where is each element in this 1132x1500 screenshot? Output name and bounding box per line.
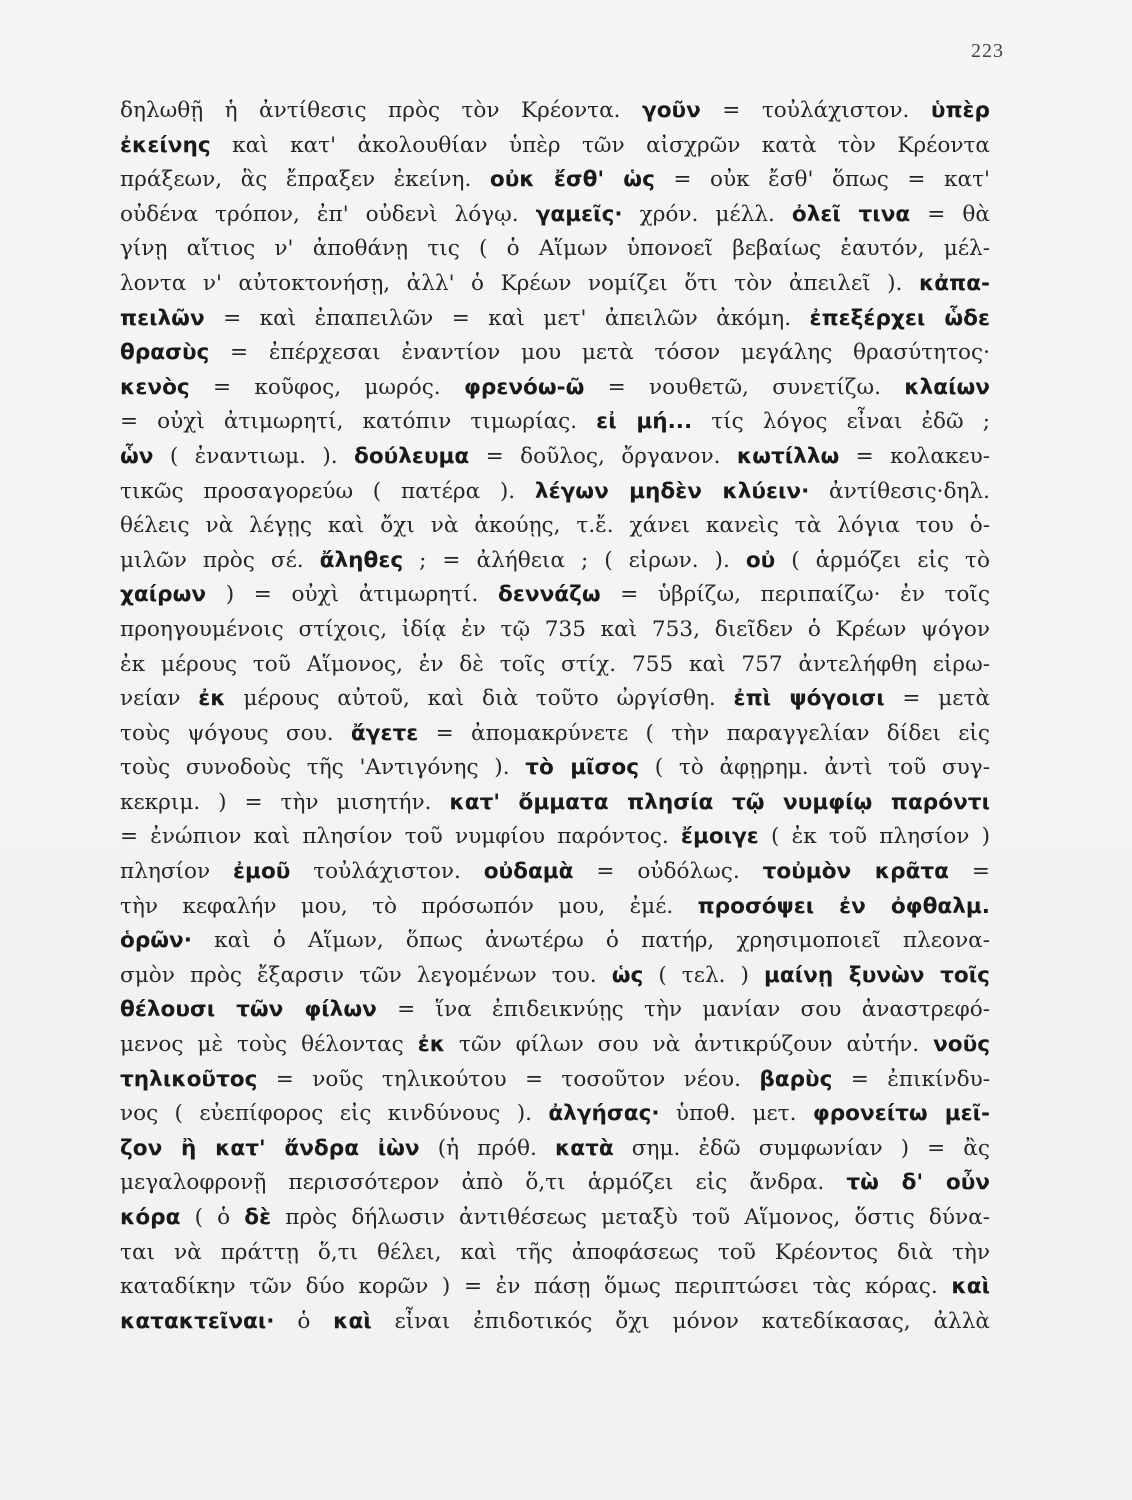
text-line bbox=[120, 855, 990, 890]
line-segment: = οὐχὶ ἀτιμωρητί, κατόπιν τιμωρίας. bbox=[120, 409, 597, 435]
lemma-bold: οὐ bbox=[745, 547, 776, 573]
text-line bbox=[120, 302, 990, 337]
lemma-bold: κατακτεῖναι· bbox=[120, 1308, 275, 1334]
line-segment: τῶν φίλων σου νὰ ἀντικρύζουν αὐτήν. bbox=[445, 1032, 934, 1058]
text-line bbox=[120, 820, 990, 855]
lemma-bold: δούλευμα bbox=[354, 443, 470, 469]
text-line bbox=[120, 129, 990, 164]
lemma-bold: ἐπεξέρχει ὧδε bbox=[809, 305, 990, 331]
lemma-bold: κόρα bbox=[120, 1205, 181, 1230]
text-line bbox=[120, 1132, 990, 1167]
line-segment: = νουθετῶ, συνετίζω. bbox=[584, 374, 905, 400]
line-segment: = δοῦλος, ὄργανον. bbox=[469, 443, 737, 469]
line-segment: ( ὁ bbox=[180, 1205, 245, 1230]
line-segment: = μετὰ bbox=[884, 686, 990, 712]
line-segment: εἶναι ἐπιδοτικός ὄχι μόνον κατεδίκασας, ἀλλὰ bbox=[371, 1308, 990, 1334]
text-line bbox=[120, 682, 990, 717]
lemma-bold: κωτίλλω bbox=[736, 443, 840, 469]
lemma-bold: ἄγετε bbox=[350, 720, 419, 746]
line-segment: ται νὰ πράττῃ ὅ,τι θέλει, καὶ τῆς ἀποφάσεως τοῦ Κρέοντος διὰ τὴν bbox=[120, 1239, 990, 1265]
line-segment: ὑποθ. μετ. bbox=[659, 1101, 813, 1127]
line-segment: = ἀπομακρύνετε ( τὴν παραγγελίαν δίδει εἰς bbox=[418, 720, 990, 746]
line-segment: ) = οὐχὶ ἀτιμωρητί. bbox=[206, 582, 498, 608]
line-segment: μεγαλοφρονῇ περισσότερον ἀπὸ ὅ,τι ἁρμόζει εἰς ἄνδρα. bbox=[120, 1170, 847, 1196]
line-segment: ( ἐκ τοῦ πλησίον ) bbox=[758, 824, 990, 850]
line-segment: (ἡ πρόθ. bbox=[419, 1135, 555, 1161]
text-line bbox=[120, 924, 990, 959]
line-segment: κεκριμ. ) = τὴν μισητήν. bbox=[120, 789, 450, 815]
lemma-bold: λέγων μηδὲν κλύειν· bbox=[534, 478, 810, 504]
text-line bbox=[120, 1236, 990, 1271]
line-segment: σημ. ἐδῶ συμφωνίαν ) = ἂς bbox=[613, 1135, 990, 1161]
lemma-bold: ἄληθες bbox=[319, 547, 404, 573]
text-line bbox=[120, 163, 990, 198]
text-line bbox=[120, 1201, 990, 1236]
line-segment: τὴν κεφαλήν μου, τὸ πρόσωπόν μου, ἐμέ. bbox=[120, 893, 698, 919]
lemma-bold: κλαίων bbox=[904, 374, 990, 400]
line-segment: τοὺς συνοδοὺς τῆς 'Αντιγόνης ). bbox=[120, 755, 526, 781]
lemma-bold: τηλικοῦτος bbox=[120, 1066, 258, 1092]
text-line bbox=[120, 959, 990, 994]
lemma-bold: δὲ bbox=[244, 1205, 272, 1230]
text-line bbox=[120, 613, 990, 648]
lemma-bold: φρονείτω μεῖ- bbox=[812, 1101, 990, 1127]
line-segment: = καὶ ἐπαπειλῶν = καὶ μετ' ἀπειλῶν ἀκόμη. bbox=[204, 305, 810, 331]
line-segment: ὁ bbox=[274, 1308, 334, 1334]
lemma-bold: καὶ bbox=[333, 1308, 372, 1334]
commentary-text bbox=[120, 94, 990, 1339]
line-segment: μενος μὲ τοὺς θέλοντας bbox=[120, 1032, 418, 1058]
line-segment: = κολακευ- bbox=[839, 443, 990, 469]
text-line bbox=[120, 405, 990, 440]
lemma-bold: κατ' ὄμματα πλησία τῷ νυμφίῳ παρόντι bbox=[449, 789, 990, 815]
line-segment: προηγουμένοις στίχοις, ἰδίᾳ ἐν τῷ 735 καὶ 753, διεῖδεν ὁ Κρέων ψόγον bbox=[120, 616, 990, 642]
line-segment: νείαν bbox=[120, 686, 199, 712]
line-segment: θέλεις νὰ λέγῃς καὶ ὄχι νὰ ἀκούῃς, τ.ἔ. χάνει κανεὶς τὰ λόγια του ὁ- bbox=[120, 513, 990, 539]
line-segment: = θὰ bbox=[910, 201, 990, 227]
lemma-bold: κενὸς bbox=[120, 374, 190, 400]
line-segment: ; = ἀλήθεια ; ( εἰρων. ). bbox=[403, 547, 746, 573]
line-segment: = τοὐλάχιστον. bbox=[700, 98, 931, 123]
line-segment: μιλῶν πρὸς σέ. bbox=[120, 547, 320, 573]
line-segment: πρὸς δήλωσιν ἀντιθέσεως μεταξὺ τοῦ Αἵμονος, ὅστις δύνα- bbox=[271, 1205, 990, 1230]
lemma-bold: δεννάζω bbox=[498, 582, 601, 608]
lemma-bold: ὡς bbox=[611, 962, 644, 988]
lemma-bold: νοῦς bbox=[933, 1032, 990, 1058]
text-line bbox=[120, 544, 990, 579]
line-segment: ( τὸ ἀφῃρημ. ἀντὶ τοῦ συγ- bbox=[639, 755, 990, 781]
line-segment: τικῶς προσαγορεύω ( πατέρα ). bbox=[120, 478, 535, 504]
lemma-bold: φρενόω-ῶ bbox=[463, 374, 585, 400]
line-segment: νος ( εὐεπίφορος εἰς κινδύνους ). bbox=[120, 1101, 549, 1127]
line-segment: πλησίον bbox=[120, 859, 234, 885]
text-line bbox=[120, 440, 990, 475]
text-line bbox=[120, 648, 990, 683]
lemma-bold: τοὐμὸν κρᾶτα bbox=[762, 859, 950, 885]
line-segment: οὐδένα τρόπον, ἐπ' οὐδενὶ λόγῳ. bbox=[120, 201, 536, 227]
lemma-bold: ἐπὶ ψόγοισι bbox=[733, 686, 885, 712]
text-line bbox=[120, 993, 990, 1028]
lemma-bold: ὧν bbox=[120, 443, 154, 469]
text-line bbox=[120, 1097, 990, 1132]
text-line bbox=[120, 1305, 990, 1340]
lemma-bold: τὸ μῖσος bbox=[525, 755, 640, 781]
line-segment: μέρους αὐτοῦ, καὶ διὰ τοῦτο ὠργίσθη. bbox=[225, 686, 734, 712]
lemma-bold: ὀλεῖ τινα bbox=[791, 201, 911, 227]
lemma-bold: κατὰ bbox=[554, 1135, 614, 1161]
line-segment: ( ἁρμόζει εἰς τὸ bbox=[775, 547, 990, 573]
lemma-bold: ὑπὲρ bbox=[930, 98, 990, 123]
lemma-bold: γοῦν bbox=[642, 98, 701, 123]
lemma-bold: κἀπα- bbox=[918, 270, 990, 296]
line-segment: τοὺς ψόγους σου. bbox=[120, 720, 351, 746]
line-segment: = ὑβρίζω, περιπαίζω· ἐν τοῖς bbox=[600, 582, 990, 608]
lemma-bold: ἐκείνης bbox=[120, 132, 211, 158]
lemma-bold: μαίνῃ ξυνὼν τοῖς bbox=[764, 962, 990, 988]
text-line bbox=[120, 475, 990, 510]
text-line bbox=[120, 94, 990, 129]
lemma-bold: οὐκ ἔσθ' ὡς bbox=[489, 167, 655, 193]
text-line bbox=[120, 336, 990, 371]
line-segment: τίς λόγος εἶναι ἐδῶ ; bbox=[692, 409, 990, 435]
lemma-bold: καὶ bbox=[951, 1274, 990, 1300]
lemma-bold: εἰ μή... bbox=[596, 409, 693, 435]
lemma-bold: ἐμοῦ bbox=[233, 859, 291, 885]
line-segment: χρόν. μέλλ. bbox=[622, 201, 792, 227]
text-line bbox=[120, 1028, 990, 1063]
text-line bbox=[120, 509, 990, 544]
line-segment: ἐκ μέρους τοῦ Αἵμονος, ἐν δὲ τοῖς στίχ. 755 καὶ 757 ἀντελήφθη εἰρω- bbox=[120, 651, 990, 677]
lemma-bold: ἀλγήσας· bbox=[548, 1101, 660, 1127]
lemma-bold: γαμεῖς· bbox=[535, 201, 623, 227]
lemma-bold: ἔμοιγε bbox=[680, 824, 759, 850]
text-line bbox=[120, 371, 990, 406]
line-segment: = ἵνα ἐπιδεικνύῃς τὴν μανίαν σου ἀναστρεφό- bbox=[376, 997, 990, 1023]
text-line bbox=[120, 267, 990, 302]
lemma-bold: οὐδαμὰ bbox=[483, 859, 574, 885]
lemma-bold: θέλουσι τῶν φίλων bbox=[120, 997, 377, 1023]
text-line bbox=[120, 1270, 990, 1305]
text-line bbox=[120, 1063, 990, 1098]
lemma-bold: πειλῶν bbox=[120, 305, 205, 331]
line-segment: ( ἐναντιωμ. ). bbox=[153, 443, 355, 469]
lemma-bold: ἐκ bbox=[198, 686, 226, 712]
line-segment: δηλωθῇ ἡ ἀντίθεσις πρὸς τὸν Κρέοντα. bbox=[120, 98, 642, 123]
line-segment: σμὸν πρὸς ἔξαρσιν τῶν λεγομένων του. bbox=[120, 962, 612, 988]
text-line bbox=[120, 890, 990, 925]
line-segment: ( τελ. ) bbox=[643, 962, 765, 988]
lemma-bold: ἐκ bbox=[417, 1032, 446, 1058]
line-segment: = ἐνώπιον καὶ πλησίον τοῦ νυμφίου παρόντος. bbox=[120, 824, 681, 850]
line-segment: καταδίκην τῶν δύο κορῶν ) = ἐν πάσῃ ὅμως περιπτώσει τὰς κόρας. bbox=[120, 1274, 952, 1300]
text-line bbox=[120, 717, 990, 752]
line-segment: γίνῃ αἴτιος ν' ἀποθάνῃ τις ( ὁ Αἵμων ὑπονοεῖ βεβαίως ἑαυτόν, μέλ- bbox=[120, 236, 990, 262]
lemma-bold: χαίρων bbox=[120, 582, 207, 608]
line-segment: = ἐπικίνδυ- bbox=[832, 1066, 990, 1092]
page-number: 223 bbox=[971, 40, 1004, 62]
line-segment: πράξεων, ἃς ἔπραξεν ἐκείνη. bbox=[120, 167, 490, 193]
line-segment: = νοῦς τηλικούτου = τοσοῦτον νέου. bbox=[257, 1066, 760, 1092]
lemma-bold: προσόψει ἐν ὀφθαλμ. bbox=[697, 893, 990, 919]
text-line bbox=[120, 232, 990, 267]
line-segment: = οὐκ ἔσθ' ὅπως = κατ' bbox=[654, 167, 990, 193]
text-line bbox=[120, 786, 990, 821]
text-line bbox=[120, 1166, 990, 1201]
line-segment: = κοῦφος, μωρός. bbox=[189, 374, 464, 400]
line-segment: = ἐπέρχεσαι ἐναντίον μου μετὰ τόσον μεγάλης θρασύτητος· bbox=[209, 340, 990, 366]
lemma-bold: ὁρῶν· bbox=[120, 928, 192, 954]
line-segment: = bbox=[949, 859, 990, 885]
text-line bbox=[120, 578, 990, 613]
line-segment: λοντα ν' αὐτοκτονήσῃ, ἀλλ' ὁ Κρέων νομίζει ὅτι τὸν ἀπειλεῖ ). bbox=[120, 270, 919, 296]
line-segment: καὶ κατ' ἀκολουθίαν ὑπὲρ τῶν αἰσχρῶν κατὰ τὸν Κρέοντα bbox=[210, 132, 990, 158]
line-segment: = οὐδόλως. bbox=[573, 859, 763, 885]
line-segment: ἀντίθεσις·δηλ. bbox=[809, 478, 990, 504]
text-line bbox=[120, 751, 990, 786]
lemma-bold: θρασὺς bbox=[120, 340, 210, 366]
lemma-bold: βαρὺς bbox=[759, 1066, 833, 1092]
lemma-bold: τὼ δ' οὖν bbox=[846, 1170, 990, 1196]
lemma-bold: ζον ἢ κατ' ἄνδρα ἰὼν bbox=[120, 1135, 420, 1161]
line-segment: τοὐλάχιστον. bbox=[290, 859, 484, 885]
text-line bbox=[120, 198, 990, 233]
line-segment: καὶ ὁ Αἵμων, ὅπως ἀνωτέρω ὁ πατήρ, χρησιμοποιεῖ πλεονα- bbox=[191, 928, 990, 954]
